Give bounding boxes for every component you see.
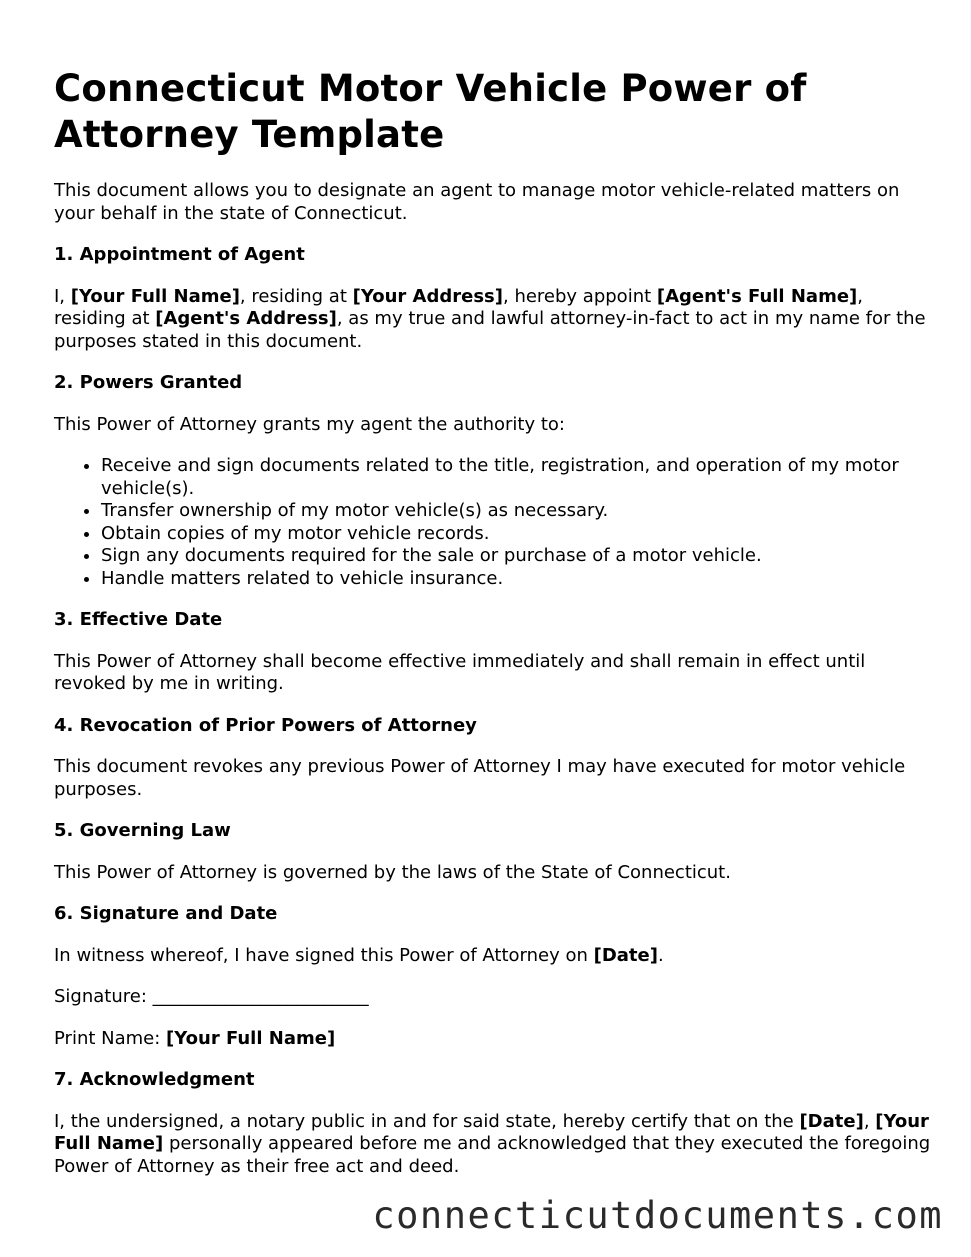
intro-paragraph: This document allows you to designate an agent to manage motor vehicle-related matters on your behalf in the state of Connecticut. <box>54 180 900 224</box>
site-watermark: connecticutdocuments.com <box>372 1194 943 1237</box>
text-run: , <box>863 1110 876 1132</box>
witness-paragraph <box>54 945 934 968</box>
text-run: , as my true and lawful attorney-in-fact to act in my name for the purposes stated in this document. <box>54 308 926 352</box>
placeholder-your-full-name: [Your Full Name] <box>54 1110 929 1154</box>
list-item: • Handle matters related to vehicle insurance. <box>101 568 934 591</box>
list-item: • Transfer ownership of my motor vehicle(s) as necessary. <box>101 500 934 523</box>
text-run: . <box>657 944 664 966</box>
text-run: , hereby appoint <box>503 285 657 307</box>
text-run: personally appeared before me and acknowledged that they executed the foregoing Power of Attorney as their free act and deed. <box>54 1133 931 1177</box>
text-run: I, <box>54 285 71 307</box>
text-run: , residing at <box>54 285 864 329</box>
placeholder-your-address: [Your Address] <box>352 285 503 307</box>
section-heading-appointment: 1. Appointment of Agent <box>54 244 305 265</box>
placeholder-your-full-name: [Your Full Name] <box>70 285 240 307</box>
appointment-paragraph <box>54 286 934 354</box>
document-page <box>54 66 934 1197</box>
placeholder-date: [Date] <box>799 1110 864 1132</box>
placeholder-date: [Date] <box>593 944 658 966</box>
list-item: • Obtain copies of my motor vehicle records. <box>101 523 934 546</box>
section-heading-governing-law: 5. Governing Law <box>54 820 231 841</box>
print-name-line <box>54 1028 934 1051</box>
section-heading-acknowledgment: 7. Acknowledgment <box>54 1069 255 1090</box>
acknowledgment-paragraph <box>54 1111 934 1179</box>
list-item: • Receive and sign documents related to the title, registration, and operation of my motor vehicle(s). <box>101 455 934 500</box>
section-heading-revocation: 4. Revocation of Prior Powers of Attorney <box>54 714 477 736</box>
text-run: I, the undersigned, a notary public in and for said state, hereby certify that on the <box>54 1110 800 1132</box>
powers-lead: This Power of Attorney grants my agent the authority to: <box>54 413 565 435</box>
revocation-paragraph: This document revokes any previous Power of Attorney I may have executed for motor vehicle purposes. <box>54 756 906 800</box>
powers-list <box>54 455 934 590</box>
governing-law-paragraph: This Power of Attorney is governed by the laws of the State of Connecticut. <box>54 861 731 883</box>
list-item: • Sign any documents required for the sale or purchase of a motor vehicle. <box>101 545 934 568</box>
print-name-label: Print Name: <box>54 1027 167 1049</box>
section-heading-effective-date: 3. Effective Date <box>54 609 223 630</box>
text-run: , residing at <box>239 285 353 307</box>
section-heading-signature: 6. Signature and Date <box>54 903 278 924</box>
placeholder-agent-full-name: [Agent's Full Name] <box>656 285 858 307</box>
document-title: Connecticut Motor Vehicle Power of Attorney Template <box>54 67 807 156</box>
section-heading-powers: 2. Powers Granted <box>54 372 243 393</box>
text-run: In witness whereof, I have signed this Power of Attorney on <box>54 944 594 966</box>
signature-line: Signature: ________________________ <box>54 986 369 1007</box>
placeholder-agent-address: [Agent's Address] <box>155 308 337 329</box>
effective-date-paragraph: This Power of Attorney shall become effective immediately and shall remain in effect until revoked by me in writing. <box>54 650 866 694</box>
placeholder-print-name: [Your Full Name] <box>166 1027 336 1049</box>
